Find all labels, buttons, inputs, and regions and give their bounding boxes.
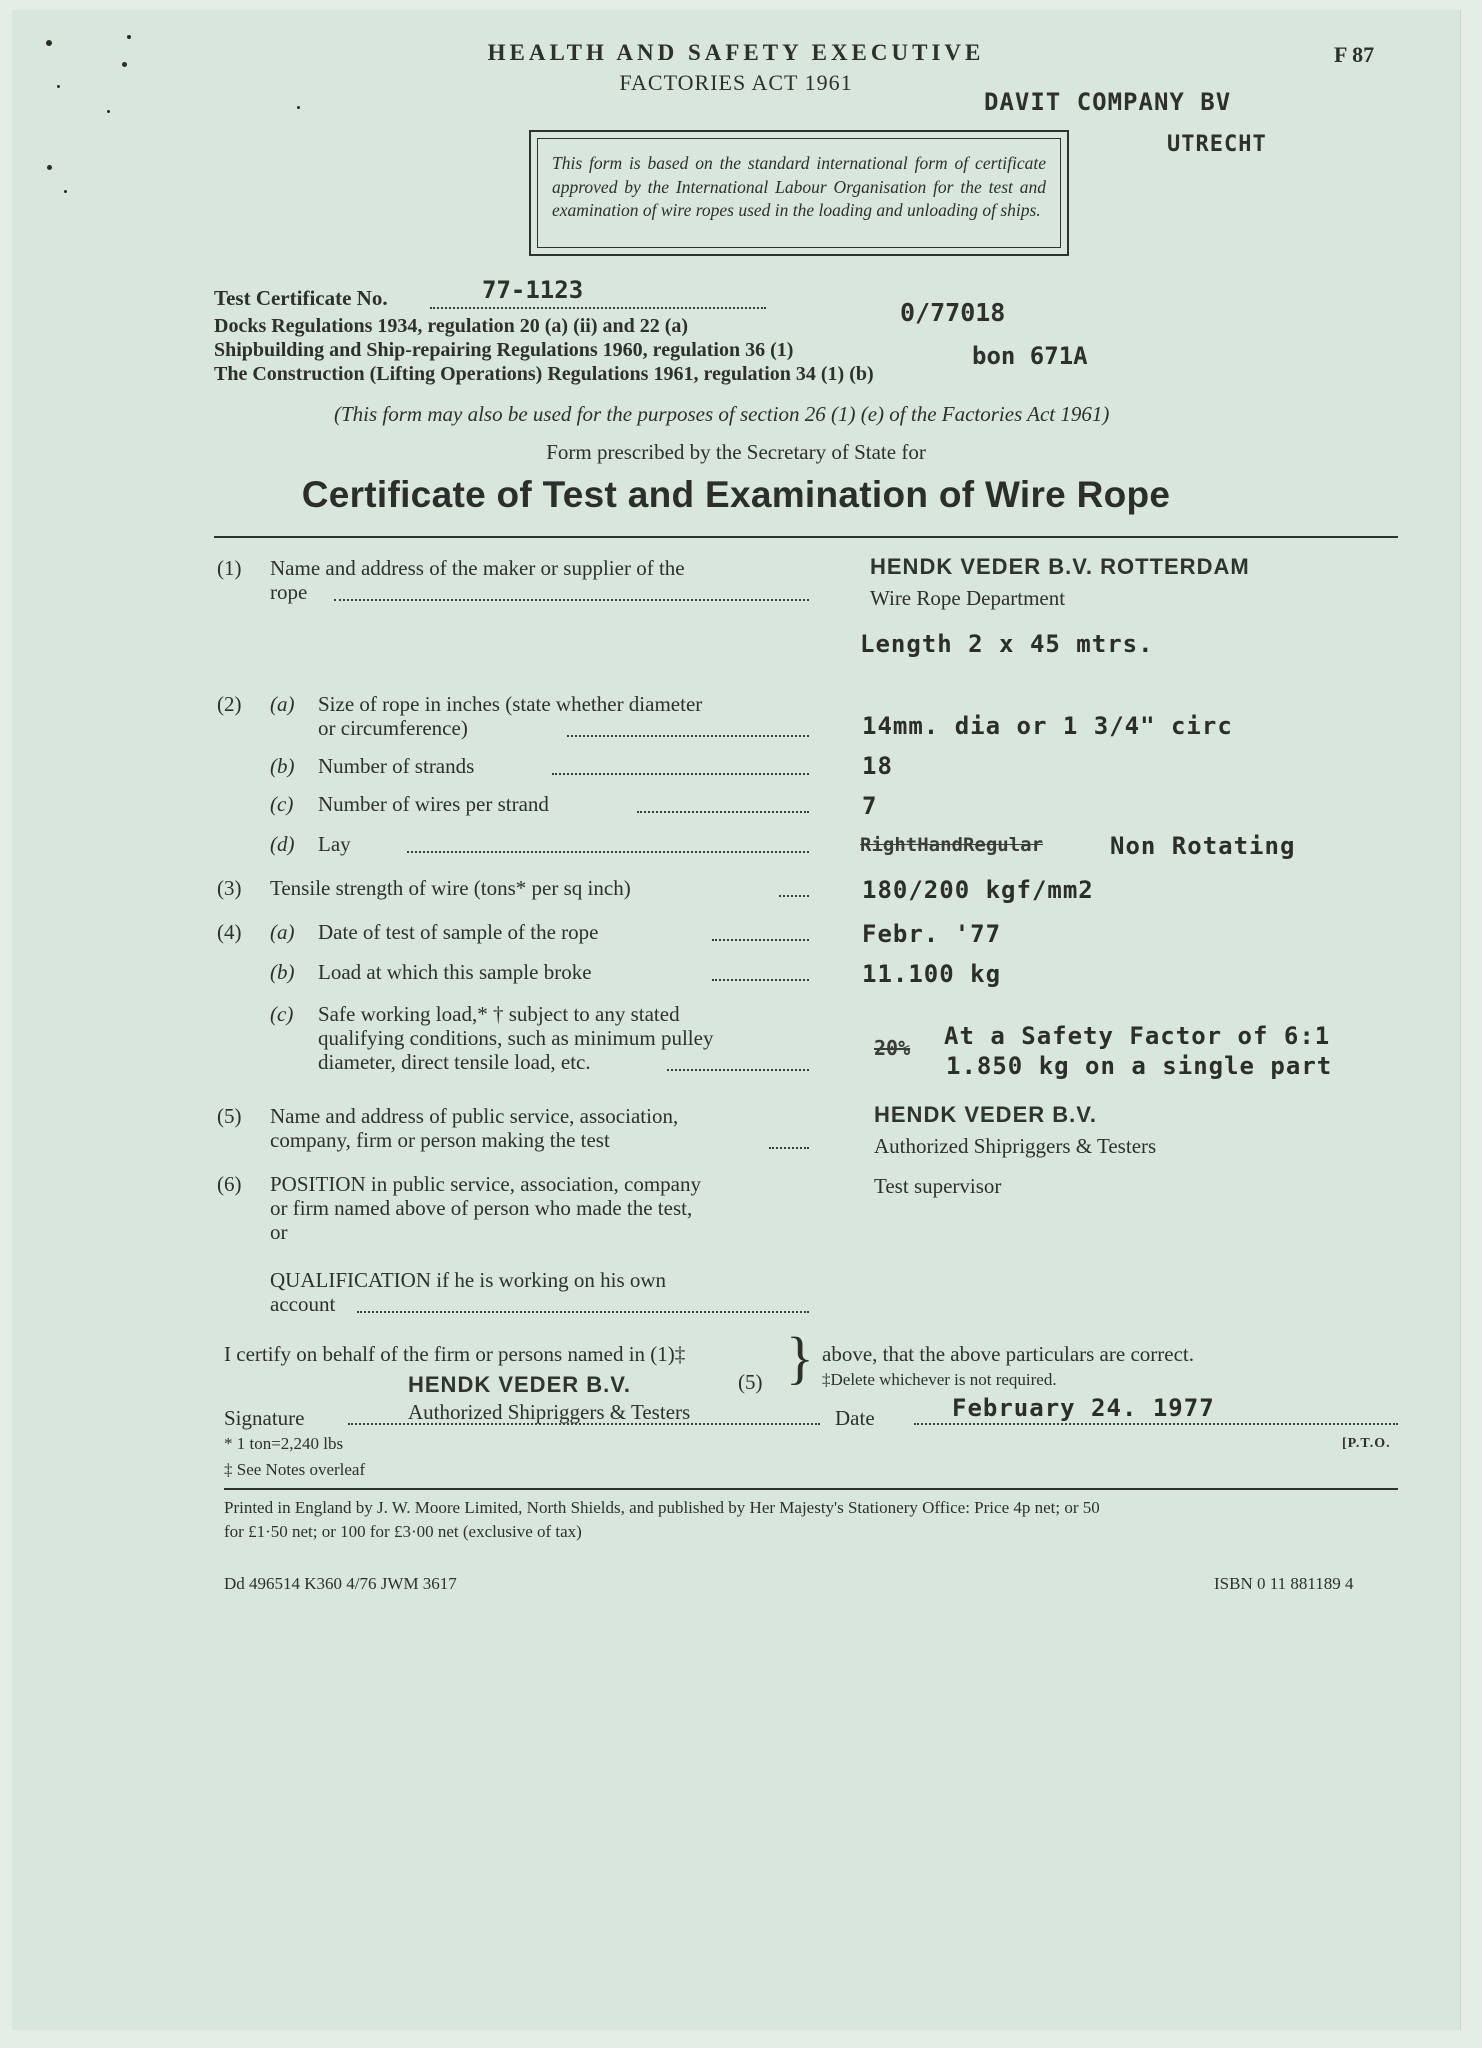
certificate-number: 77-1123	[482, 276, 584, 304]
printer-line-2: for £1·50 net; or 100 for £3·00 net (exclusive of tax)	[224, 1522, 582, 1541]
item-4a-label: Date of test of sample of the rope	[318, 920, 599, 944]
form-sheet	[12, 10, 1461, 2030]
strand-count: 18	[862, 752, 893, 780]
certify-brace: }	[786, 1325, 814, 1390]
item-4a-letter: (a)	[270, 920, 295, 944]
tensile-strength: 180/200 kgf/mm2	[862, 876, 1094, 904]
item-4b-letter: (b)	[270, 960, 295, 984]
regulation-shipbuilding: Shipbuilding and Ship-repairing Regulations 1960, regulation 36 (1)	[214, 339, 794, 361]
wires-per-strand: 7	[862, 792, 878, 820]
tester-name: HENDK VEDER B.V.	[874, 1102, 1098, 1127]
company-stamp-name: DAVIT COMPANY BV	[984, 88, 1232, 116]
title-rule	[214, 536, 1398, 538]
item-5-number: (5)	[217, 1104, 242, 1128]
item-4c-letter: (c)	[270, 1002, 294, 1026]
item-6-label-cont: or firm named above of person who made the test,	[270, 1196, 693, 1220]
item-2a-label: Size of rope in inches (state whether diameter	[318, 692, 703, 716]
certificate-label: Test Certificate No.	[214, 286, 388, 310]
item-4c-dots	[667, 1068, 809, 1071]
form-code: F 87	[1334, 42, 1375, 67]
prescribed-line: Form prescribed by the Secretary of State for	[546, 440, 926, 464]
form-title: Certificate of Test and Examination of Wire Rope	[301, 474, 1171, 515]
rope-size: 14mm. dia or 1 3/4" circ	[862, 712, 1233, 740]
item-1-number: (1)	[217, 556, 242, 580]
item-5-label-cont: company, firm or person making the test	[270, 1128, 610, 1152]
item-4a-dots	[712, 938, 809, 941]
item-1-dots	[334, 598, 809, 601]
tester-position: Test supervisor	[874, 1174, 1002, 1198]
speck-mark	[107, 110, 110, 113]
item-6-label-end: or	[270, 1220, 288, 1244]
certify-stamp: HENDK VEDER B.V.	[408, 1372, 632, 1397]
rope-length: Length 2 x 45 mtrs.	[860, 630, 1154, 658]
lay-struck-out: RightHandRegular	[860, 834, 1044, 856]
print-code: Dd 496514 K360 4/76 JWM 3617	[224, 1574, 457, 1593]
notes-footnote: ‡ See Notes overleaf	[224, 1460, 366, 1479]
order-number: bon 671A	[972, 342, 1088, 370]
item-2a-dots	[567, 734, 809, 737]
ton-footnote: * 1 ton=2,240 lbs	[224, 1434, 344, 1453]
regulations-list	[214, 314, 874, 386]
factories-note: (This form may also be used for the purposes of section 26 (1) (e) of the Factories Act 1961)	[334, 402, 1110, 426]
item-4b-label: Load at which this sample broke	[318, 960, 592, 984]
item-2-number: (2)	[217, 692, 242, 716]
speck-mark	[64, 190, 67, 193]
company-stamp-city: UTRECHT	[1167, 132, 1267, 157]
notice-box	[529, 130, 1069, 256]
safe-load-struck-out: 20%	[874, 1036, 911, 1060]
tester-description: Authorized Shipriggers & Testers	[874, 1134, 1157, 1158]
signature-value: Authorized Shipriggers & Testers	[408, 1400, 691, 1424]
certify-statement: I certify on behalf of the firm or persons named in (1)‡	[224, 1342, 686, 1366]
item-2c-dots	[637, 810, 809, 813]
item-2a-letter: (a)	[270, 692, 295, 716]
breaking-load: 11.100 kg	[862, 960, 1002, 988]
reference-number: 0/77018	[900, 298, 1006, 327]
maker-name: HENDK VEDER B.V. ROTTERDAM	[870, 554, 1250, 579]
isbn: ISBN 0 11 881189 4	[1214, 1574, 1354, 1593]
footer-rule	[224, 1488, 1398, 1490]
regulation-construction: The Construction (Lifting Operations) Regulations 1961, regulation 34 (1) (b)	[214, 363, 874, 385]
item-5-label: Name and address of public service, association,	[270, 1104, 679, 1128]
item-4c-label-end: diameter, direct tensile load, etc.	[318, 1050, 591, 1074]
certificate-dots	[430, 306, 766, 309]
item-3-number: (3)	[217, 876, 242, 900]
printer-line-1: Printed in England by J. W. Moore Limited, North Shields, and published by Her Majesty's Stationery Office: Price 4p net; or 50	[224, 1498, 1100, 1517]
date-dots	[914, 1422, 1398, 1425]
qualification-label: QUALIFICATION if he is working on his own	[270, 1268, 667, 1292]
test-date: Febr. '77	[862, 920, 1002, 948]
item-4c-label: Safe working load,* † subject to any stated	[318, 1002, 680, 1026]
item-2a-label-cont: or circumference)	[318, 716, 468, 740]
agency-heading: HEALTH AND SAFETY EXECUTIVE	[487, 40, 985, 65]
act-heading: FACTORIES ACT 1961	[619, 70, 853, 95]
item-2b-letter: (b)	[270, 754, 295, 778]
certify-five: (5)	[738, 1370, 763, 1394]
speck-mark	[127, 35, 131, 39]
item-2b-dots	[552, 772, 809, 775]
item-6-label: POSITION in public service, association, company	[270, 1172, 701, 1196]
item-4b-dots	[712, 978, 809, 981]
delete-note: ‡Delete whichever is not required.	[822, 1370, 1057, 1389]
speck-mark	[47, 165, 52, 170]
item-1-label-cont: rope	[270, 580, 308, 604]
item-2c-letter: (c)	[270, 792, 294, 816]
pto-note: [P.T.O.	[1342, 1436, 1391, 1451]
lay-value: Non Rotating	[1110, 832, 1296, 860]
item-2d-letter: (d)	[270, 832, 295, 856]
item-3-dots	[779, 894, 809, 897]
item-2b-label: Number of strands	[318, 754, 475, 778]
item-6-number: (6)	[217, 1172, 242, 1196]
notice-text: This form is based on the standard international form of certificate approved by the International Labour Organisation for the test and examination of wire ropes used in the loading and unloading of ships.	[537, 138, 1061, 248]
safety-factor: At a Safety Factor of 6:1	[944, 1022, 1331, 1050]
item-5-dots	[769, 1146, 809, 1149]
date-label: Date	[835, 1406, 875, 1430]
certify-correct: above, that the above particulars are correct.	[822, 1342, 1194, 1366]
speck-mark	[297, 106, 300, 109]
item-4c-label-cont: qualifying conditions, such as minimum pulley	[318, 1026, 714, 1050]
maker-department: Wire Rope Department	[870, 586, 1066, 610]
signature-label: Signature	[224, 1406, 305, 1430]
date-value: February 24. 1977	[952, 1394, 1215, 1422]
item-2d-label: Lay	[318, 832, 351, 856]
item-4-number: (4)	[217, 920, 242, 944]
item-3-label: Tensile strength of wire (tons* per sq inch)	[270, 876, 631, 900]
item-2c-label: Number of wires per strand	[318, 792, 549, 816]
qualification-label-cont: account	[270, 1292, 336, 1316]
qualification-dots	[357, 1310, 809, 1313]
regulation-docks: Docks Regulations 1934, regulation 20 (a) (ii) and 22 (a)	[214, 315, 689, 337]
item-2d-dots	[407, 850, 809, 853]
item-1-label: Name and address of the maker or supplier of the	[270, 556, 685, 580]
safe-working-load: 1.850 kg on a single part	[946, 1052, 1333, 1080]
